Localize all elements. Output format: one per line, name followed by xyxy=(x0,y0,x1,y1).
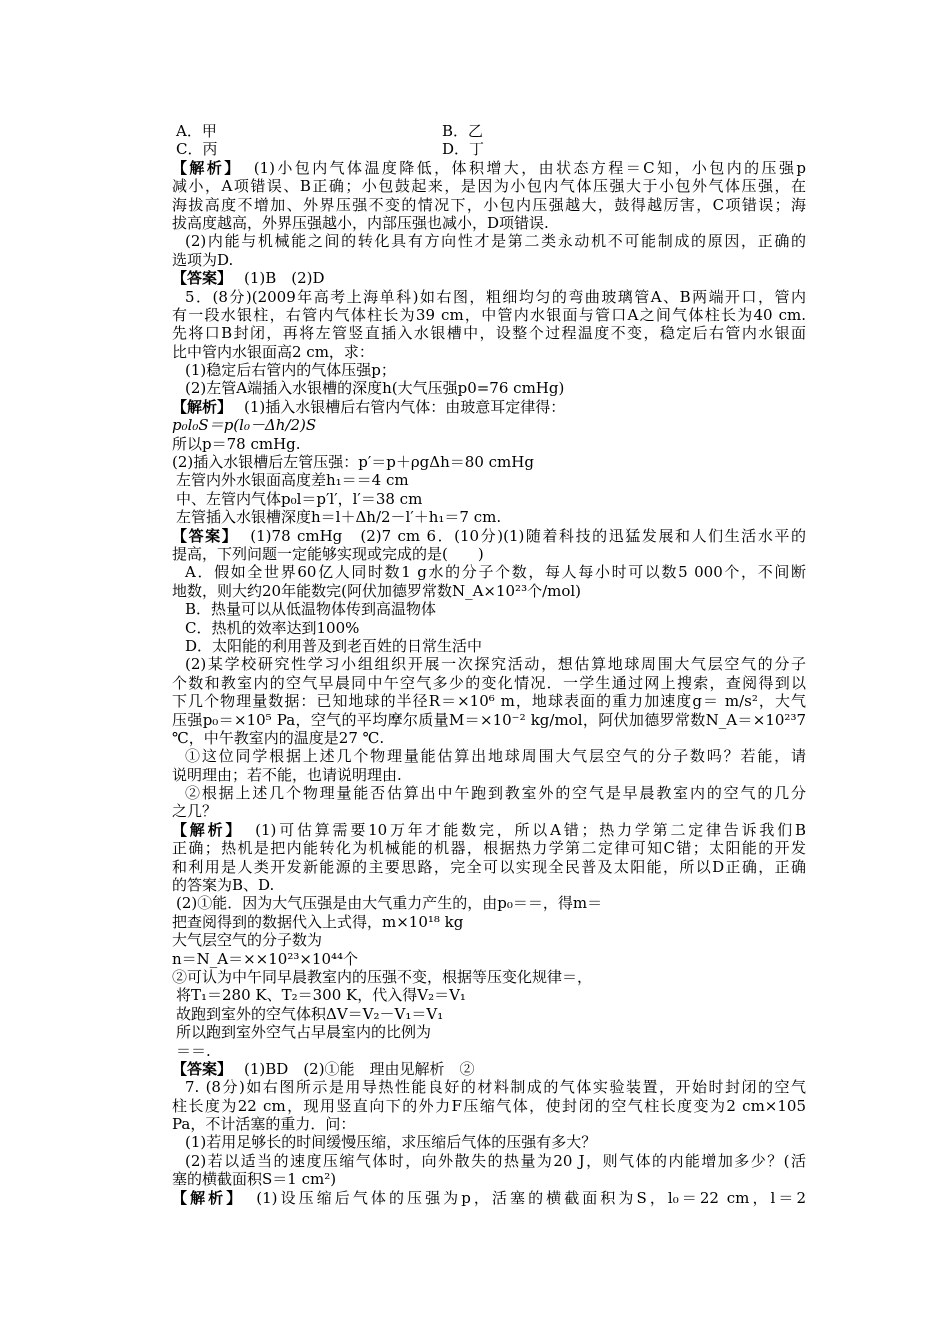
q7-analysis-line-1 xyxy=(172,1189,806,1207)
q5-analysis-line-3: 所以p＝78 cmHg. xyxy=(172,434,301,453)
q6-analysis-line-8: n＝N_A＝××10²³×10⁴⁴个 xyxy=(172,949,359,968)
q5-stem-line-1: 5．(8分)(2009年高考上海单科)如右图，粗细均匀的弯曲玻璃管A、B两端开口，管内 xyxy=(185,287,806,306)
q6-analysis-line-12: 所以跑到室外空气占早晨室内的比例为 xyxy=(176,1023,432,1042)
q6-part2-line-3: 下几个物理量数据：已知地球的半径R＝×10⁶ m，地球表面的重力加速度g＝ m/s²，大气 xyxy=(172,692,806,711)
q4-analysis-text-1: (1)小包内气体温度降低，体积增大，由状态方程＝C知，小包内的压强p xyxy=(253,158,806,177)
q6-analysis-line-13: ＝＝. xyxy=(176,1041,211,1060)
q7-stem-line-2: 柱长度为22 cm，现用竖直向下的外力F压缩气体，使封闭的空气柱长度变为2 cm×105 xyxy=(172,1096,806,1115)
q6-answer-line xyxy=(172,1060,806,1078)
q5-sub-question-1: (1)稳定后右管内的气体压强p； xyxy=(185,361,396,380)
q6-part2-line-5: ℃，中午教室内的温度是27 ℃. xyxy=(172,728,385,747)
q4-analysis-line-6: 选项为D. xyxy=(172,250,234,269)
q4-answer-line xyxy=(172,269,806,287)
q6-analysis-line-6: 把查阅得到的数据代入上式得，m×10¹⁸ kg xyxy=(172,912,464,931)
q6-sub-question-2-line-1: ②根据上述几个物理量能否估算出中午跑到教室外的空气是早晨教室内的空气的几分 xyxy=(185,784,806,803)
q6-part2-line-1: (2)某学校研究性学习小组组织开展一次探究活动，想估算地球周围大气层空气的分子 xyxy=(185,655,806,674)
q6-option-a-line-2: 地数，则大约20年能数完(阿伏加德罗常数N_A×10²³个/mol) xyxy=(172,581,582,600)
analysis-label: 【解析】 xyxy=(172,820,244,839)
analysis-label: 【解析】 xyxy=(172,158,242,177)
q4-analysis-line-4: 拔高度越高，外界压强越小，内部压强也减小，D项错误. xyxy=(172,213,549,232)
options-row-1 xyxy=(172,122,806,140)
q5-analysis-line-1 xyxy=(172,398,806,416)
q4-answer-text: (1)B (2)D xyxy=(244,269,325,288)
q6-analysis-line-10: 将T₁＝280 K、T₂＝300 K，代入得V₂＝V₁ xyxy=(176,986,466,1005)
q6-sub-question-2-line-2: 之几？ xyxy=(172,802,218,821)
option-c: C．丙 xyxy=(176,140,218,159)
q6-analysis-text-1: (1)可估算需要10万年才能数完，所以A错；热力学第二定律告诉我们B xyxy=(255,820,806,839)
q5-analysis-line-7: 左管插入水银槽深度h＝l＋Δh/2－l′＋h₁＝7 cm. xyxy=(176,508,502,527)
answer-label: 【答案】 xyxy=(172,269,233,288)
q7-stem-line-1: 7. (8分)如右图所示是用导热性能良好的材料制成的气体实验装置，开始时封闭的空气 xyxy=(185,1078,806,1097)
q4-analysis-line-5: (2)内能与机械能之间的转化具有方向性才是第二类永动机不可能制成的原因，正确的 xyxy=(185,232,806,251)
q6-analysis-line-2: 正确；热机是把内能转化为机械能的机器，根据热力学第二定律可知C错；太阳能的开发 xyxy=(172,839,806,858)
q6-sub-question-1-line-1: ①这位同学根据上述几个物理量能估算出地球周围大气层空气的分子数吗？若能，请 xyxy=(185,747,806,766)
q4-analysis-line-1 xyxy=(172,159,806,177)
q6-option-c: C．热机的效率达到100% xyxy=(185,618,360,637)
q5-analysis-line-6: 中、左管内气体p₀l＝p′l′，l′＝38 cm xyxy=(176,489,423,508)
q6-analysis-line-9: ②可认为中午同早晨教室内的压强不变，根据等压变化规律＝， xyxy=(172,967,593,986)
q5-answer-line xyxy=(172,527,806,545)
option-a: A．甲 xyxy=(176,122,217,140)
q6-analysis-line-5: (2)①能．因为大气压强是由大气重力产生的，由p₀＝＝，得m＝ xyxy=(176,894,603,913)
q7-sub-question-2-line-2: 塞的横截面积S＝1 cm²) xyxy=(172,1170,337,1189)
q7-sub-question-1: (1)若用足够长的时间缓慢压缩，求压缩后气体的压强有多大？ xyxy=(185,1133,597,1152)
q5-stem-line-4: 比中管内水银面高2 cm，求： xyxy=(172,342,374,361)
q6-stem-line-1: 提高，下列问题一定能够实现或完成的是( ) xyxy=(172,544,484,563)
q6-analysis-line-11: 故跑到室外的空气体积ΔV＝V₂－V₁＝V₁ xyxy=(176,1004,444,1023)
q5-stem-line-2: 有一段水银柱，右管内气体柱长为39 cm，中管内水银面与管口A之间气体柱长为40 cm. xyxy=(172,305,806,324)
q6-part2-line-2: 个数和教室内的空气早晨同中午空气多少的变化情况．一学生通过网上搜索，查阅得到以 xyxy=(172,673,806,692)
q5-sub-question-2: (2)左管A端插入水银槽的深度h(大气压强p0=76 cmHg) xyxy=(185,379,565,398)
q4-analysis-line-3: 海拔高度不增加、外界压强不变的情况下，小包内压强越大，鼓得越厉害，C项错误；海 xyxy=(172,195,806,214)
q6-option-b: B．热量可以从低温物体传到高温物体 xyxy=(185,600,437,619)
q7-analysis-text-1: (1)设压缩后气体的压强为p，活塞的横截面积为S，l₀＝22 cm，l＝2 xyxy=(256,1188,806,1207)
q6-option-d: D．太阳能的利用普及到老百姓的日常生活中 xyxy=(185,636,483,655)
q6-part2-line-4: 压强p₀＝×10⁵ Pa，空气的平均摩尔质量M＝×10⁻² kg/mol，阿伏加德罗常数N_A＝×10²³7 xyxy=(172,710,806,729)
q6-sub-question-1-line-2: 说明理由；若不能，也请说明理由. xyxy=(172,765,402,784)
q5-analysis-line-4: (2)插入水银槽后左管压强：p′＝p＋ρgΔh＝80 cmHg xyxy=(172,453,534,472)
q5-stem-line-3: 先将口B封闭，再将左管竖直插入水银槽中，设整个过程温度不变，稳定后右管内水银面 xyxy=(172,324,806,343)
q5-analysis-line-2: p₀l₀S＝p(l₀－Δh/2)S xyxy=(172,416,317,435)
q5-analysis-line-5: 左管内外水银面高度差h₁＝＝4 cm xyxy=(176,471,409,490)
q6-option-a-line-1: A．假如全世界60亿人同时数1 g水的分子个数，每人每小时可以数5 000个，不间断 xyxy=(185,563,806,582)
analysis-label: 【解析】 xyxy=(172,1188,245,1207)
analysis-label: 【解析】 xyxy=(172,397,233,416)
q6-analysis-line-7: 大气层空气的分子数为 xyxy=(172,931,323,950)
q6-analysis-line-4: 的答案为B、D. xyxy=(172,876,275,895)
q6-analysis-line-1 xyxy=(172,821,806,839)
options-row-2 xyxy=(172,140,806,158)
q6-analysis-line-3: 和利用是人类开发新能源的主要思路，完全可以实现全民普及太阳能，所以D正确，正确 xyxy=(172,857,806,876)
q7-sub-question-2-line-1: (2)若以适当的速度压缩气体时，向外散失的热量为20 J，则气体的内能增加多少？(活 xyxy=(185,1151,806,1170)
option-b: B．乙 xyxy=(442,122,484,140)
q5-analysis-text-1: (1)插入水银槽后右管内气体：由玻意耳定律得： xyxy=(244,397,566,416)
page-content xyxy=(172,122,806,1207)
answer-label: 【答案】 xyxy=(172,526,239,545)
q5-answer-text: (1)78 cmHg (2)7 cm 6．(10分)(1)随着科技的迅猛发展和人们生活水平的 xyxy=(250,526,806,545)
q4-analysis-line-2: 减小，A项错误、B正确；小包鼓起来，是因为小包内气体压强大于小包外气体压强，在 xyxy=(172,177,806,196)
answer-label: 【答案】 xyxy=(172,1059,233,1078)
q6-answer-text: (1)BD (2)①能 理由见解析 ② xyxy=(244,1059,475,1078)
q7-stem-line-3: Pa，不计活塞的重力．问： xyxy=(172,1115,356,1134)
option-d: D．丁 xyxy=(442,140,485,159)
